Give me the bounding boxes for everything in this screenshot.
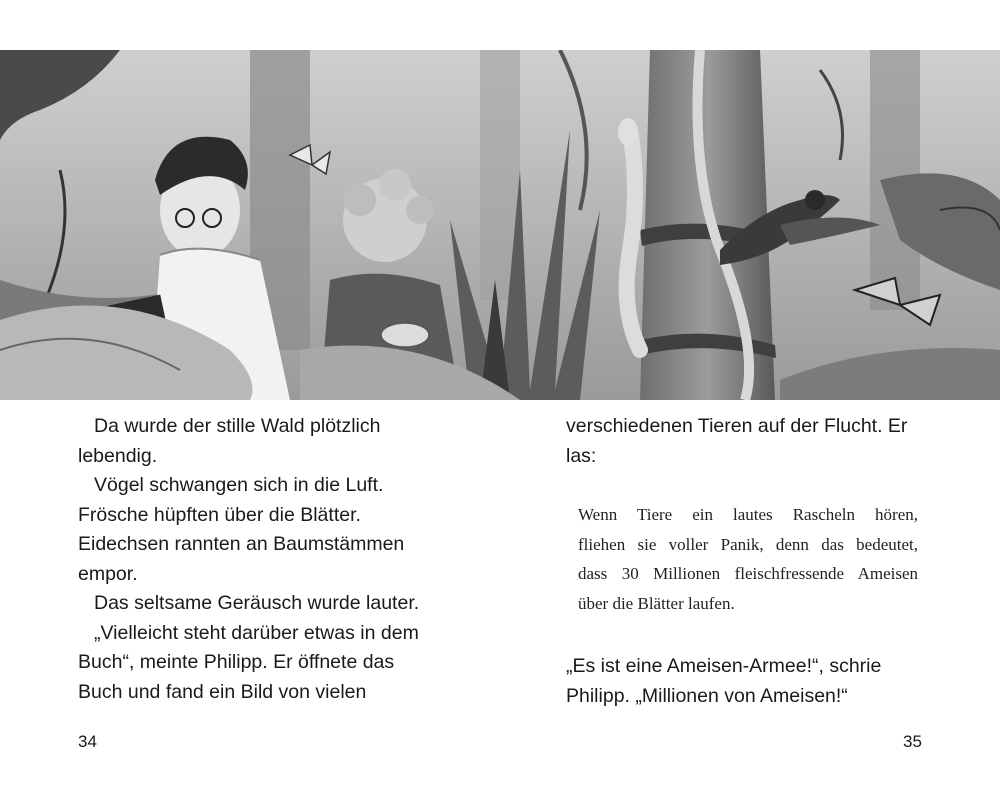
text-line: „Es ist eine Ameisen-Armee!“, schrie (566, 655, 882, 677)
text-line: Philipp. „Millionen von Ameisen!“ (566, 684, 848, 707)
text-line: verschiedenen Tieren auf der Flucht. Er (566, 415, 908, 437)
text-line: Buch und fand ein Bild von vielen (78, 680, 367, 703)
quote-line: Wenn Tiere ein lautes Rascheln hören, (578, 505, 918, 524)
text-line: empor. (78, 562, 138, 585)
quote-line: fliehen sie voller Panik, denn das bedeutet, (578, 534, 918, 554)
book-quote (578, 500, 918, 618)
text-line: Da wurde der stille Wald plötzlich (94, 415, 381, 437)
text-line: Vögel schwangen sich in die Luft. (94, 474, 384, 496)
quote-line: über die Blätter laufen. (578, 593, 735, 613)
page-number-left: 34 (78, 732, 97, 751)
quote-line: dass 30 Millionen fleischfressende Ameisen (578, 564, 918, 583)
text-line: Eidechsen rannten an Baumstämmen (78, 533, 405, 555)
text-line: Buch“, meinte Philipp. Er öffnete das (78, 651, 395, 673)
right-page-text (566, 412, 926, 711)
text-line: las: (566, 444, 597, 467)
page-number-right: 35 (903, 732, 922, 751)
jungle-scene-drawing (0, 50, 1000, 400)
text-line: Frösche hüpften über die Blätter. (78, 503, 361, 526)
text-line: lebendig. (78, 444, 158, 467)
left-page-text (78, 412, 478, 707)
jungle-illustration (0, 50, 1000, 400)
text-line: Das seltsame Geräusch wurde lauter. (94, 592, 420, 614)
text-line: „Vielleicht steht darüber etwas in dem (94, 621, 419, 644)
